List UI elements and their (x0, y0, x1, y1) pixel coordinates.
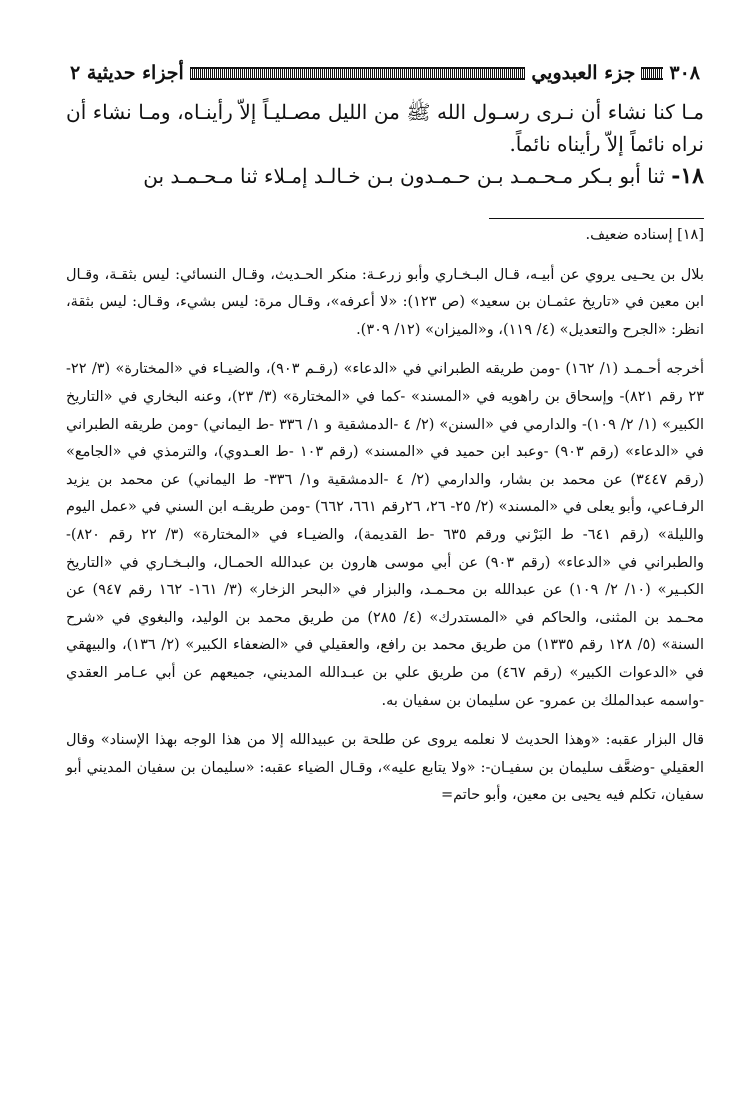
running-header (66, 58, 704, 88)
footnote-paragraph: أخرجه أحـمـد (١/ ١٦٢) -ومن طريقه الطبراني في «الدعاء» (رقـم ٩٠٣)، والضيـاء في «المختارة» (٣/ ٢٢- ٢٣ رقم ٨٢١)- وإسحاق بن راهويه في «المسند» -كما في «المختارة» (٣/ ٢٣)، وعنه البخاري في «التاريخ الكبير» (١/ ٢/ ١٠٩)- والدارمي في «السنن» (٢/ ٤ -الدمشقية و ١/ ٣٣٦ -ط اليماني) -ومن طريقه الطبراني في «الدعاء» (رقم ٩٠٣) -وعبد ابن حميد في «المسند» (رقم ١٠٣ -ط العـدوي)، والترمذي في «الجامع» (رقم ٣٤٤٧) عن محمد بن بشار، والدارمي (٢/ ٤ -الدمشقية و١/ ٣٣٦- ط اليماني) عن محمد بن يزيد الرفـاعي، وأبو يعلى في «المسند» (٢/ ٢٥- ٢٦، ٢٦رقم ٦٦١، ٦٦٢) -ومن طريقـه ابن السني في «عمل اليوم والليلة» (رقم ٦٤١- ط البَرْني ورقم ٦٣٥ -ط القديمة)، والضيـاء في «المختارة» (٣/ ٢٢ رقم ٨٢٠)- والطبراني في «الدعاء» (رقم ٩٠٣) عن أبي موسى هارون بن عبدالله الحمـال، والبـخـاري في «التاريخ الكبـير» (١٠/ ٢/ ١٠٩) عن عبدالله بن محـمـد، والبزار في «البحر الزخار» (٣/ ١٦١- ١٦٢ رقم ٩٤٧) عن محـمد بن المثنى، والحاكم في «المستدرك» (٤/ ٢٨٥) من طريق محمد بن الوليد، والبغوي في «شرح السنة» (٥/ ١٢٨ رقم ١٣٣٥) من طريق محمد بن رافع، والعقيلي في «الضعفاء الكبير» (٢/ ١٣٦)، والبيهقي في «الدعوات الكبير» (رقم ٤٦٧) من طريق علي بن عبـدالله المديني، جميعهم عن أبي عـامر العقدي -واسمه عبدالملك بن عمرو- عن سليمان بن سفيان به. (66, 361, 705, 709)
footnote-paragraph: بلال بن يحـيى يروي عن أبيـه، قـال البـخـاري وأبو زرعـة: منكر الحـديث، وقـال النسائي: ليس بثقـة، وقـال ابن معين في «تاريخ عثمـان بن سعيد» (ص ١٢٣): «لا أعرفه»، وقـال مرة: ليس بشيء، وقـال: ليس بثقة، انظر: «الجرح والتعديل» (٤/ ١١٩)، و«الميزان» (١٢/ ٣٠٩). (66, 266, 704, 338)
footnote-ref: [١٨] إسناده ضعيف. (585, 227, 704, 243)
main-text (66, 96, 704, 192)
page-number: ٣٠٨ (669, 62, 700, 84)
footnotes (66, 222, 704, 810)
header-rule (641, 67, 663, 80)
header-rule (190, 67, 526, 80)
hadith-text: ثنا أبو بـكر مـحـمـد بـن حـمـدون بـن خـالـد إمـلاء ثنا مـحـمـد بن (143, 164, 665, 188)
footnote-separator (489, 218, 704, 219)
hadith-line (66, 160, 704, 192)
series-title: أجزاء حديثية ٢ (70, 62, 184, 84)
footnote-paragraph: قال البزار عقبه: «وهذا الحديث لا نعلمه يروى عن طلحة بن عبيدالله إلا من هذا الوجه بهذا الإسناد» وقال العقيلي -وضعَّف سليمان بن سفيـان-: «ولا يتابع عليه»، وقـال الضياء عقبه: «سليمان بن سفيان المديني أبو سفيان، تكلم فيه يحيى بن معين، وأبو حاتم= (66, 732, 704, 804)
main-paragraph: مـا كنا نشاء أن نـرى رسـول الله ﷺ من الليل مصـليـاً إلاّ رأينـاه، ومـا نشاء أن نراه نائماً إلاّ رأيناه نائماً. (66, 100, 704, 156)
book-name: جزء العبدويي (531, 62, 636, 84)
document-page (66, 58, 704, 810)
hadith-number: ١٨- (671, 163, 704, 189)
